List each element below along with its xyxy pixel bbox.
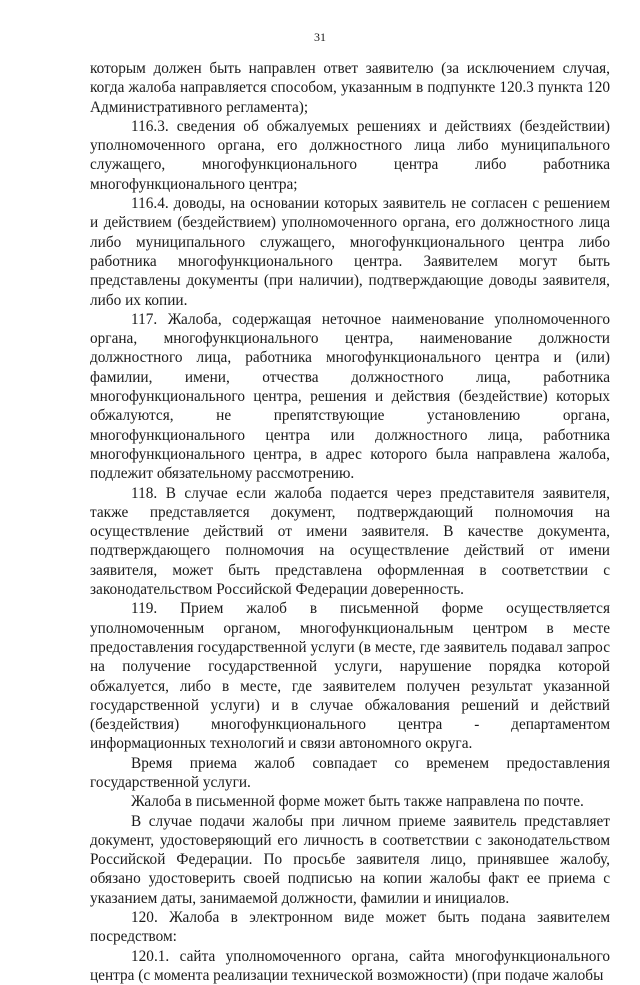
paragraph-116-3: 116.3. сведения об обжалуемых решениях и действиях (бездействии) уполномоченного органа, его должностного лица либо муниципального служащего, многофункционального центра либо работника многофункционального центра; <box>90 117 610 193</box>
paragraph-117: 117. Жалоба, содержащая неточное наименование уполномоченного органа, многофункционального центра, наименование должности должностного лица, работника многофункционального центра и (или) фамилии, имени, отчества должностного лица, работника многофункционального центра, решения и действия (бездействие) которых обжалуются, не препятствующие установлению органа, многофункционального центра или должностного лица, работника многофункционального центра, в адрес которого была направлена жалоба, подлежит обязательному рассмотрению. <box>90 310 610 483</box>
paragraph-postal: Жалоба в письменной форме может быть также направлена по почте. <box>131 793 584 811</box>
paragraph-116-4: 116.4. доводы, на основании которых заявитель не согласен с решением и действием (бездействием) уполномоченного органа, его должностного лица либо муниципального служащего, многофункционального центра либо работника многофункционального центра. Заявителем могут быть представлены документы (при наличии), подтверждающие доводы заявителя, либо их копии. <box>90 195 610 309</box>
paragraph-120: 120. Жалоба в электронном виде может быть подана заявителем посредством: <box>90 909 610 946</box>
paragraph-119: 119. Прием жалоб в письменной форме осуществляется уполномоченным органом, многофункциональным центром в месте предоставления государственной услуги (в месте, где заявитель подавал запрос на получение государственной услуги, нарушение порядка которой обжалуется, либо в месте, где заявителем получен результат указанной государственной услуги) и в случае обжалования решений и действий (бездействия) многофункционального центра - департаментом информационных технологий и связи автономного округа. <box>90 600 610 753</box>
paragraph-120-1: 120.1. сайта уполномоченного органа, сайта многофункционального центра (с момента реализации технической возможности) (при подаче жалобы <box>90 947 610 984</box>
document-body <box>90 59 610 985</box>
paragraph-personal-reception: В случае подачи жалобы при личном приеме заявитель представляет документ, удостоверяющий его личность в соответствии с законодательством Российской Федерации. По просьбе заявителя лицо, принявшее жалобу, обязано удостоверить своей подписью на копии жалобы факт ее приема с указанием даты, занимаемой должности, фамилии и инициалов. <box>90 812 610 907</box>
paragraph-reception-time: Время приема жалоб совпадает со временем предоставления государственной услуги. <box>90 754 610 791</box>
page-number: 31 <box>314 30 326 44</box>
paragraph-continuation: которым должен быть направлен ответ заявителю (за исключением случая, когда жалоба направляется способом, указанным в подпункте 120.3 пункта 120 Административного регламента); <box>90 60 610 116</box>
paragraph-118: 118. В случае если жалоба подается через представителя заявителя, также представляется документ, подтверждающий полномочия на осуществление действий от имени заявителя. В качестве документа, подтверждающего полномочия на осуществление действий от имени заявителя, может быть представлена оформленная в соответствии с законодательством Российской Федерации доверенность. <box>90 484 610 599</box>
